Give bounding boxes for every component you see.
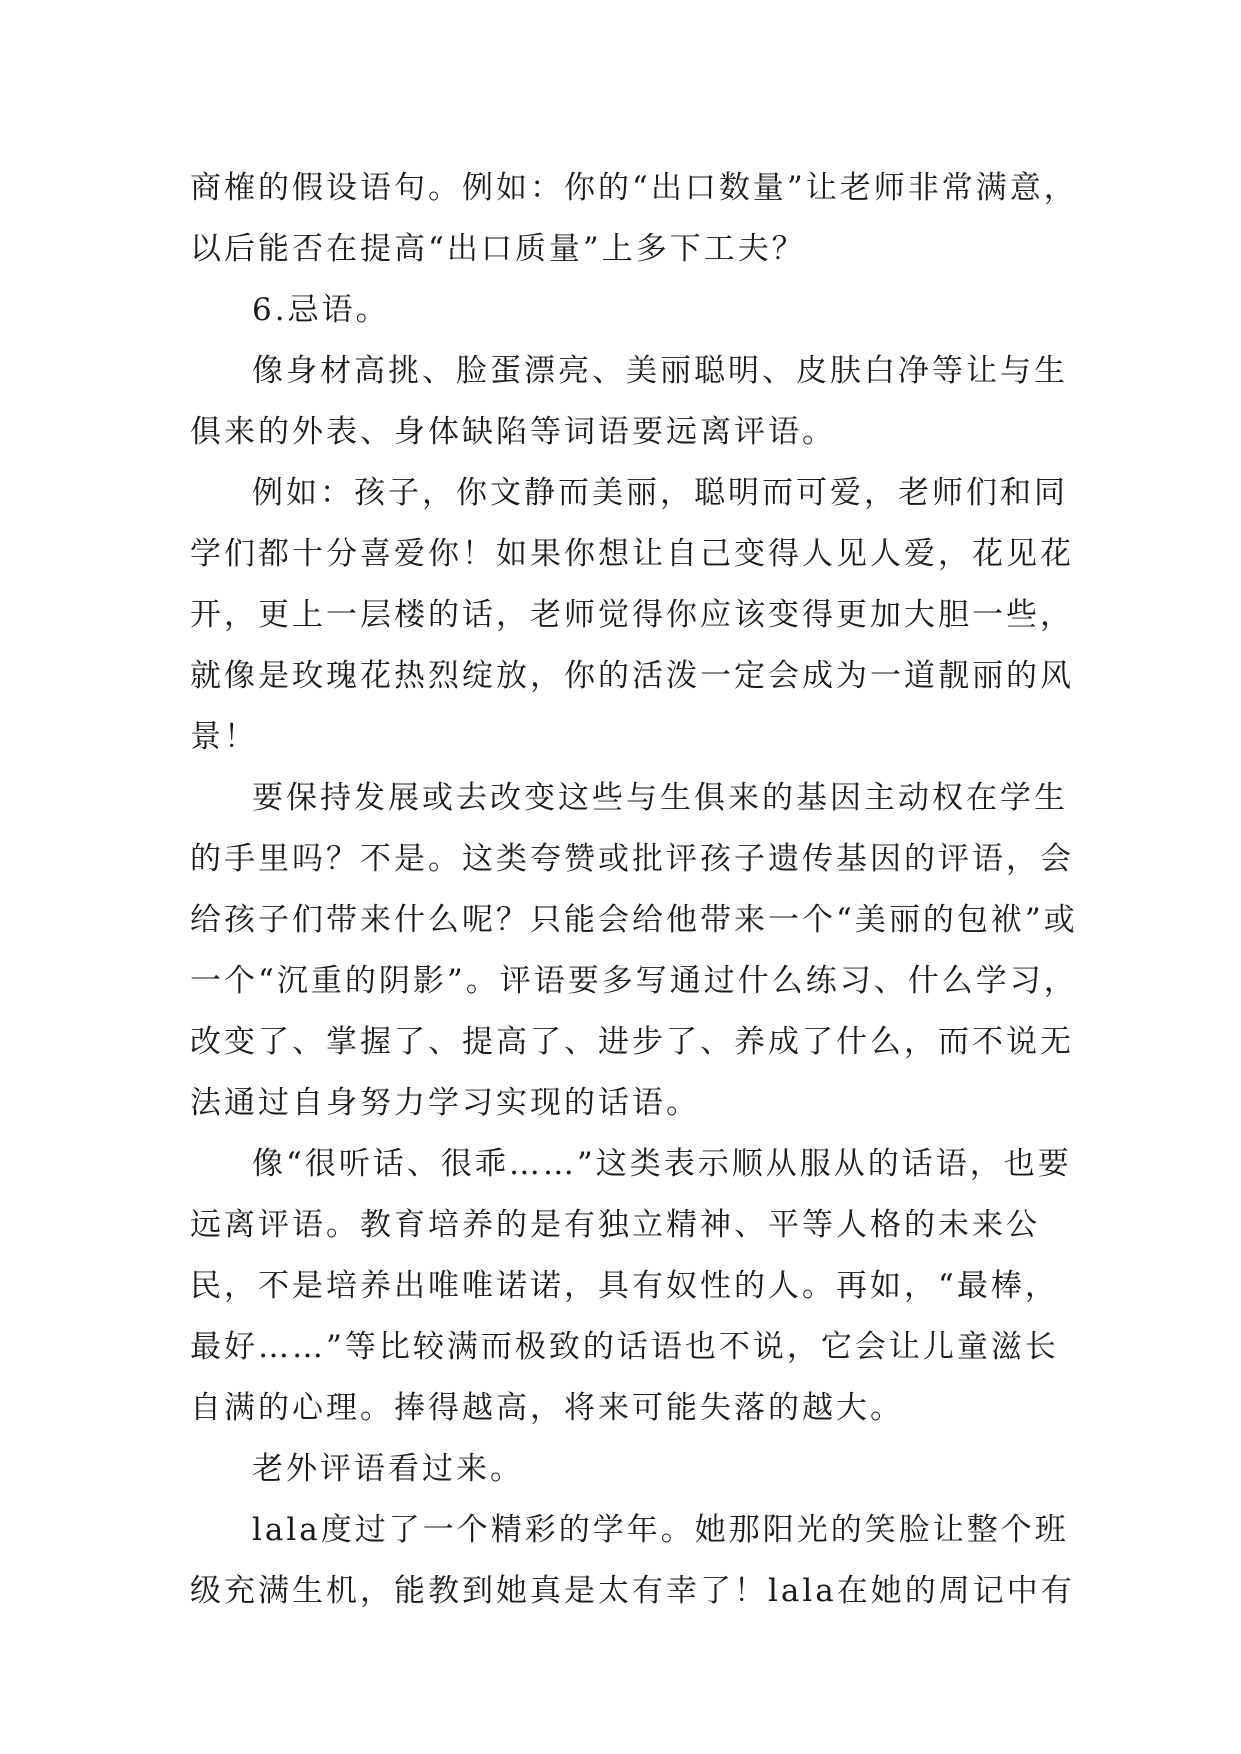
paragraph-3: 像身材高挑、脸蛋漂亮、美丽聪明、皮肤白净等让与生俱来的外表、身体缺陷等词语要远离评语。 [190, 353, 1068, 450]
document-body [190, 158, 1080, 1622]
paragraph-7: 老外评语看过来。 [252, 1451, 524, 1487]
paragraph-2-heading: 6.忌语。 [252, 292, 390, 328]
paragraph-8: lala度过了一个精彩的学年。她那阳光的笑脸让整个班级充满生机，能教到她真是太有幸了！lala在她的周记中有 [190, 1512, 1075, 1609]
paragraph-1: 商榷的假设语句。例如：你的“出口数量”让老师非常满意，以后能否在提高“出口质量”上多下工夫？ [190, 170, 1078, 267]
paragraph-5: 要保持发展或去改变这些与生俱来的基因主动权在学生的手里吗？不是。这类夸赞或批评孩子遗传基因的评语，会给孩子们带来什么呢？只能会给他带来一个“美丽的包袱”或一个“沉重的阴影”。评语要多写通过什么练习、什么学习，改变了、掌握了、提高了、进步了、养成了什么，而不说无法通过自身努力学习实现的话语。 [190, 780, 1078, 1121]
paragraph-6: 像“很听话、很乖……”这类表示顺从服从的话语，也要远离评语。教育培养的是有独立精神、平等人格的未来公民，不是培养出唯唯诺诺，具有奴性的人。再如，“最棒，最好……”等比较满而极致的话语也不说，它会让儿童滋长自满的心理。捧得越高，将来可能失落的越大。 [190, 1146, 1072, 1426]
paragraph-4: 例如：孩子，你文静而美丽，聪明而可爱，老师们和同学们都十分喜爱你！如果你想让自己变得人见人爱，花见花开，更上一层楼的话，老师觉得你应该变得更加大胆一些，就像是玫瑰花热烈绽放，你的活泼一定会成为一道靓丽的风景！ [190, 475, 1074, 755]
